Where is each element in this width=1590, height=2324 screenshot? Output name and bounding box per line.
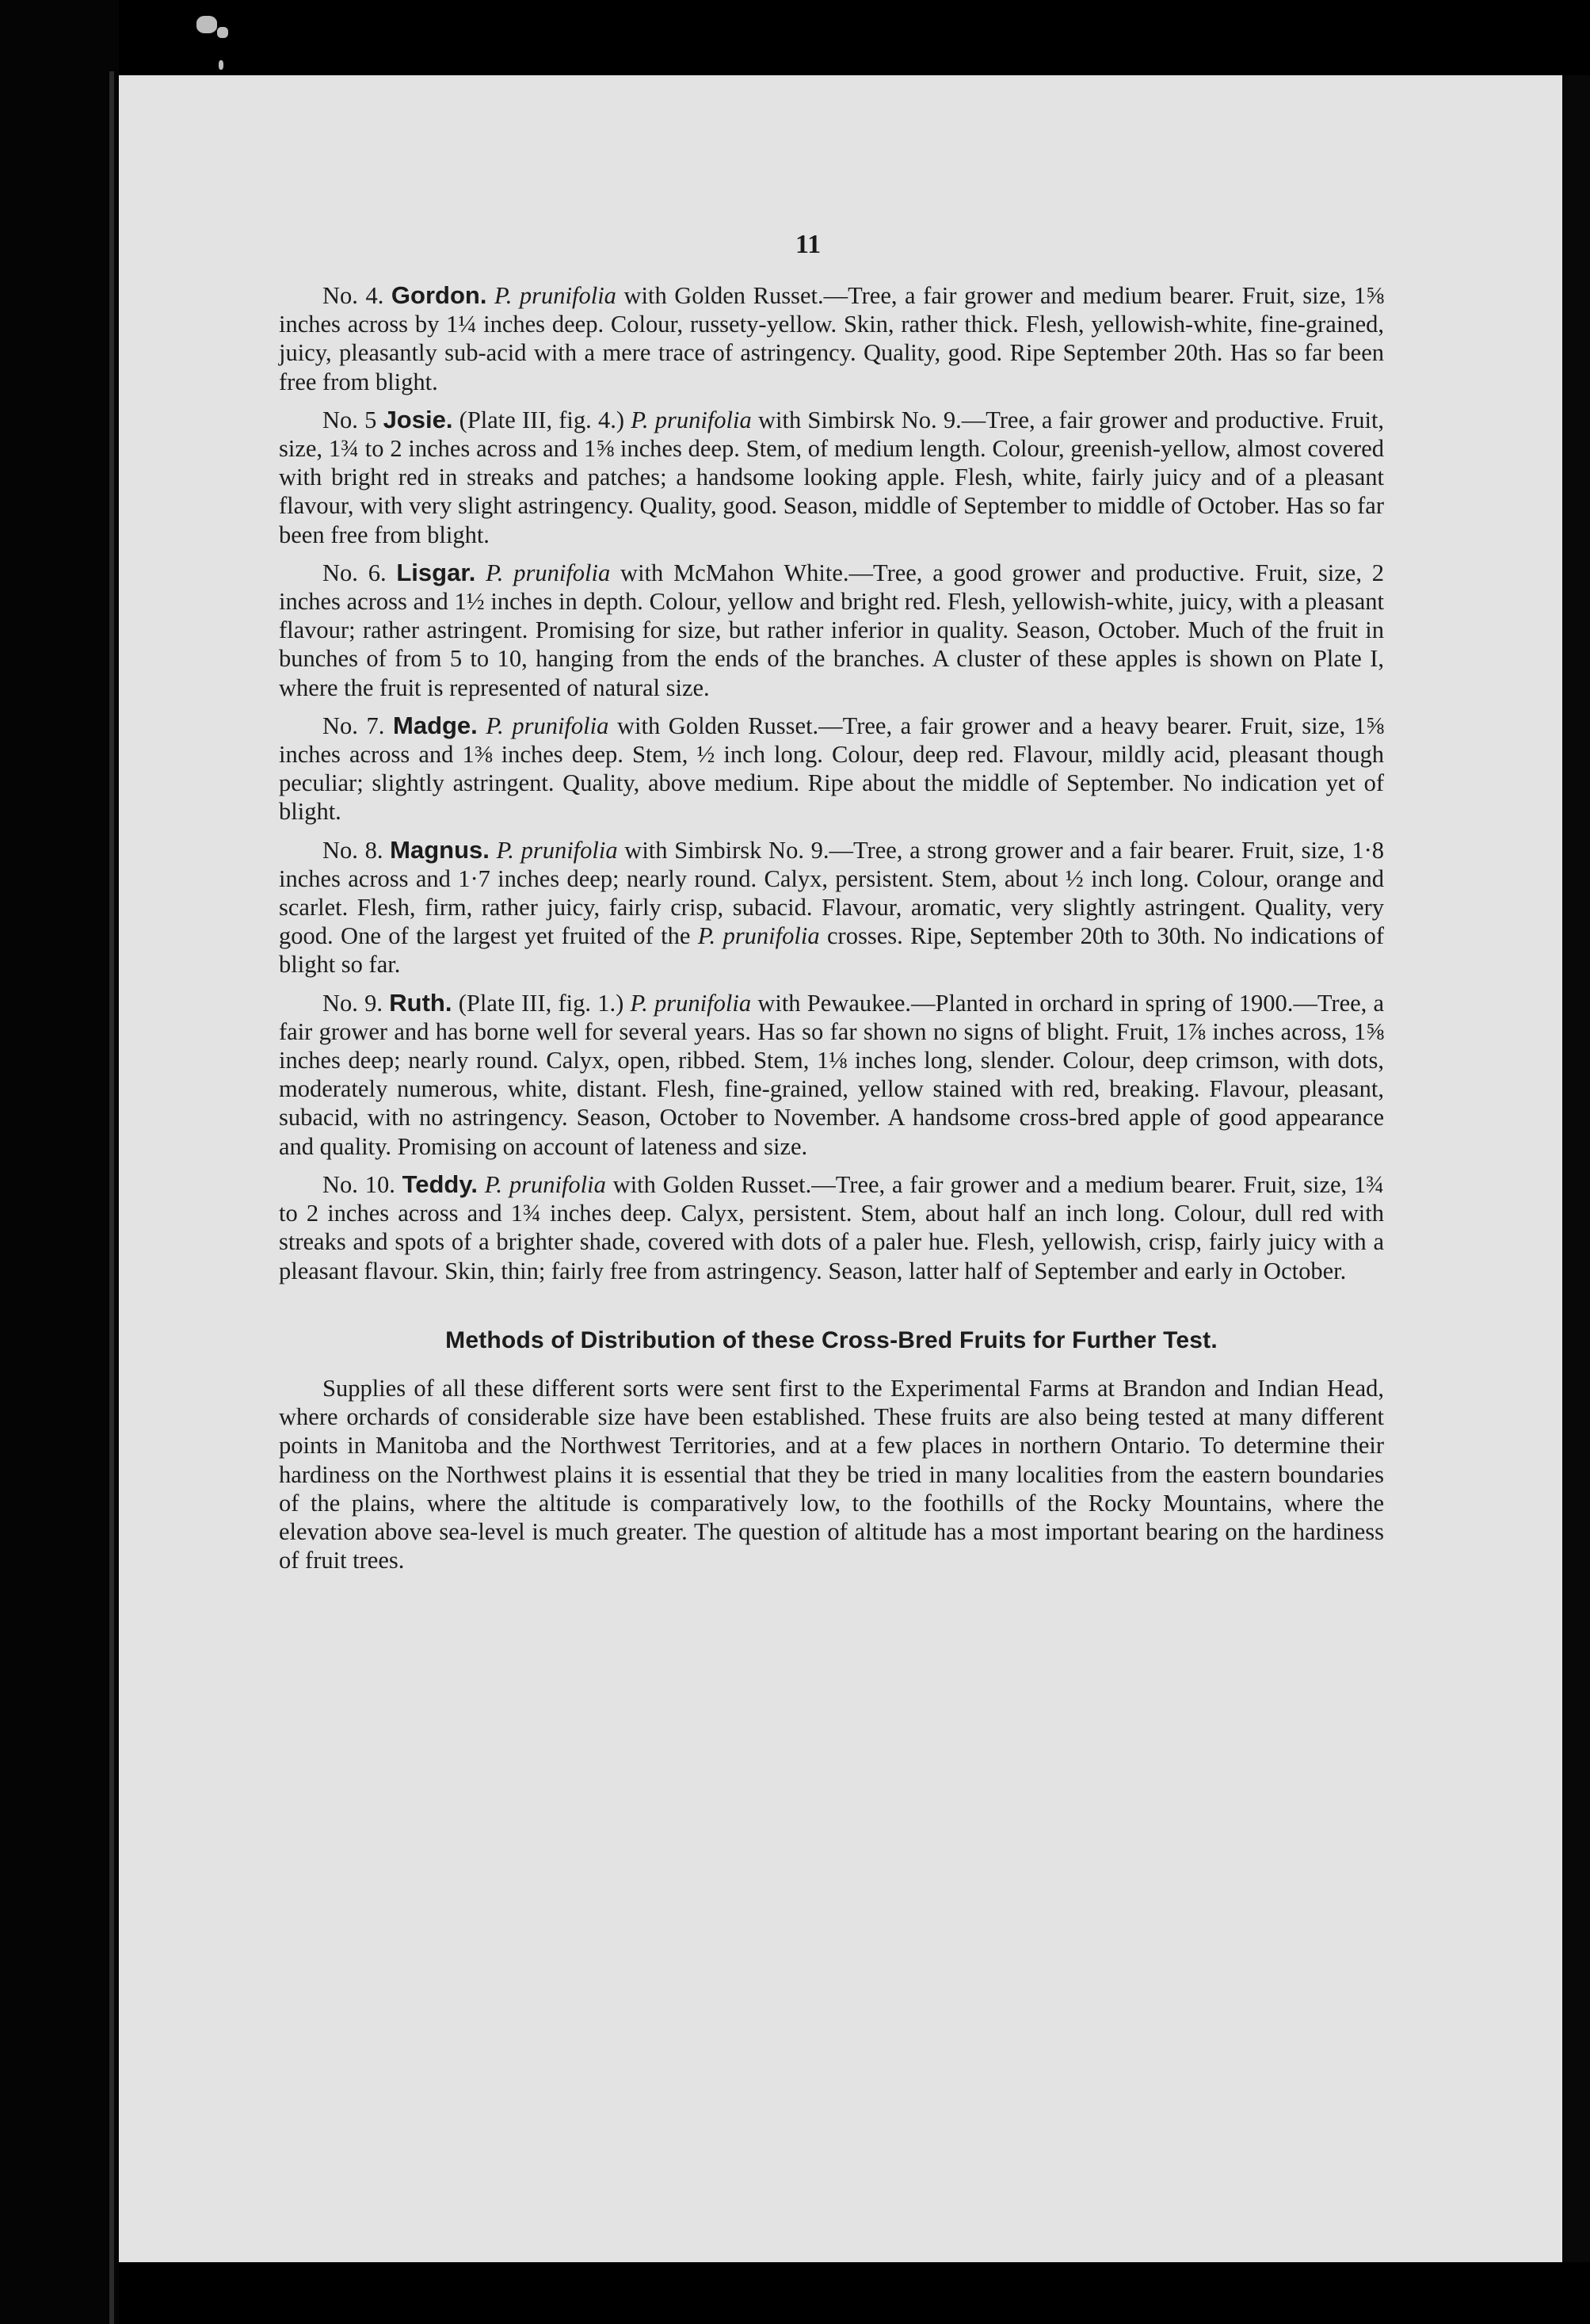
page-content xyxy=(279,281,1384,1574)
variety-name: Ruth. xyxy=(389,988,452,1017)
species-name: P. prunifolia xyxy=(630,989,752,1017)
variety-name: Gordon. xyxy=(391,281,487,309)
variety-entry-magnus xyxy=(279,836,1384,979)
entry-description: with Golden Russet.—Tree, a fair grower and a heavy bearer. Fruit, size, 1⅝ inches across and 1⅜ inches deep. Stem, ½ inch long. Colour, deep red. Flavour, mildly acid, pleasant though peculiar; slightly astringent. Quality, above medium. Ripe about the middle of September. No indication yet of blight. xyxy=(279,712,1385,826)
book-spine-shadow xyxy=(109,71,114,2324)
entry-number: No. 9. xyxy=(322,989,383,1017)
variety-name: Teddy. xyxy=(402,1170,478,1198)
species-name: P. prunifolia xyxy=(496,836,618,864)
species-name: P. prunifolia xyxy=(486,712,609,739)
entry-description: with Pewaukee.—Planted in orchard in spring of 1900.—Tree, a fair grower and has borne well for several years. Has so far shown no signs of blight. Fruit, 1⅞ inches across, 1⅝ inches deep; nearly round. Calyx, open, ribbed. Stem, 1⅛ inches long, slender. Colour, deep crimson, with dots, moderately numerous, white, distant. Flesh, fine-grained, yellow stained with red, breaking. Flavour, pleasant, subacid, with no astringency. Season, October to November. A handsome cross-bred apple of good appearance and quality. Promising on account of lateness and size. xyxy=(279,989,1385,1160)
species-name: P. prunifolia xyxy=(484,1170,606,1198)
variety-entry-gordon xyxy=(279,281,1384,396)
entry-description: with Simbirsk No. 9.—Tree, a strong grower and a fair bearer. Fruit, size, 1·8 inches across and 1·7 inches deep; nearly round. Calyx, persistent. Stem, about ½ inch long. Colour, orange and scarlet. Flesh, firm, rather juicy, fairly crisp, subacid. Flavour, aromatic, very slightly astringent. Quality, very good. One of the largest yet fruited of the xyxy=(279,836,1385,950)
entry-description: with McMahon White.—Tree, a good grower and productive. Fruit, size, 2 inches across and 1½ inches in depth. Colour, yellow and bright red. Flesh, yellowish-white, juicy, with a pleasant flavour; rather astringent. Promising for size, but rather inferior in quality. Season, October. Much of the fruit in bunches of from 5 to 10, hanging from the ends of the branches. A cluster of these apples is shown on Plate I, where the fruit is represented of natural size. xyxy=(279,559,1385,701)
scan-speck xyxy=(196,16,217,33)
section-paragraph: Supplies of all these different sorts were sent first to the Experimental Farms at Brandon and Indian Head, where orchards of considerable size have been established. These fruits are also being tested at many different points in Manitoba and the Northwest Territories, and at a few places in northern Ontario. To determine their hardiness on the Northwest plains it is essential that they be tried in many localities from the eastern boundaries of the plains, where the altitude is comparatively low, to the foothills of the Rocky Mountains, where the elevation above sea-level is much greater. The question of altitude has a most important bearing on the hardiness of fruit trees. xyxy=(279,1374,1384,1574)
variety-name: Magnus. xyxy=(390,835,490,864)
species-name: P. prunifolia xyxy=(631,406,752,433)
variety-entry-josie xyxy=(279,406,1384,549)
entry-number: No. 5 xyxy=(322,406,377,433)
species-name: P. prunifolia xyxy=(494,282,616,309)
variety-entry-lisgar xyxy=(279,559,1384,702)
variety-entry-ruth xyxy=(279,989,1384,1161)
species-name: P. prunifolia xyxy=(486,559,611,586)
variety-entry-teddy xyxy=(279,1170,1384,1285)
species-name-inline: P. prunifolia xyxy=(697,922,820,950)
variety-entry-madge xyxy=(279,712,1384,826)
section-heading: Methods of Distribution of these Cross-Bred Fruits for Further Test. xyxy=(445,1326,1218,1353)
entry-number: No. 7. xyxy=(322,712,385,739)
scan-speck xyxy=(217,27,228,38)
entry-description-continued: crosses. Ripe, September 20th to 30th. No indications of blight so far. xyxy=(279,922,1385,979)
plate-reference: (Plate III, fig. 4.) xyxy=(459,406,625,433)
scan-left-border xyxy=(0,0,119,2324)
entry-number: No. 8. xyxy=(322,836,383,864)
variety-name: Josie. xyxy=(383,405,453,433)
scan-right-border xyxy=(1562,75,1590,2262)
entry-number: No. 6. xyxy=(322,559,387,586)
entry-description: with Golden Russet.—Tree, a fair grower and a medium bearer. Fruit, size, 1¾ to 2 inches across and 1¾ inches deep. Calyx, persistent. Stem, about half an inch long. Colour, dull red with streaks and spots of a brighter shade, covered with dots of a paler hue. Flesh, yellowish, crisp, fairly juicy with a pleasant flavour. Skin, thin; fairly free from astringency. Season, latter half of September and early in October. xyxy=(279,1170,1385,1284)
scan-speck xyxy=(219,60,223,70)
entry-number: No. 10. xyxy=(322,1170,395,1198)
variety-name: Lisgar. xyxy=(396,558,476,586)
page-number: 11 xyxy=(795,230,822,259)
plate-reference: (Plate III, fig. 1.) xyxy=(458,989,624,1017)
variety-name: Madge. xyxy=(393,711,478,739)
entry-description: with Golden Russet.—Tree, a fair grower and medium bearer. Fruit, size, 1⅝ inches across by 1¼ inches deep. Colour, russety-yellow. Skin, rather thick. Flesh, yellowish-white, fine-grained, juicy, pleasantly sub-acid with a mere trace of astringency. Quality, good. Ripe September 20th. Has so far been free from blight. xyxy=(279,282,1385,395)
entry-number: No. 4. xyxy=(322,282,384,309)
entry-description: with Simbirsk No. 9.—Tree, a fair grower and productive. Fruit, size, 1¾ to 2 inches across and 1⅝ inches deep. Stem, of medium length. Colour, greenish-yellow, almost covered with bright red in streaks and patches; a handsome looking apple. Flesh, white, fairly juicy and of a pleasant flavour, with very slight astringency. Quality, good. Season, middle of September to middle of October. Has so far been free from blight. xyxy=(279,406,1385,548)
